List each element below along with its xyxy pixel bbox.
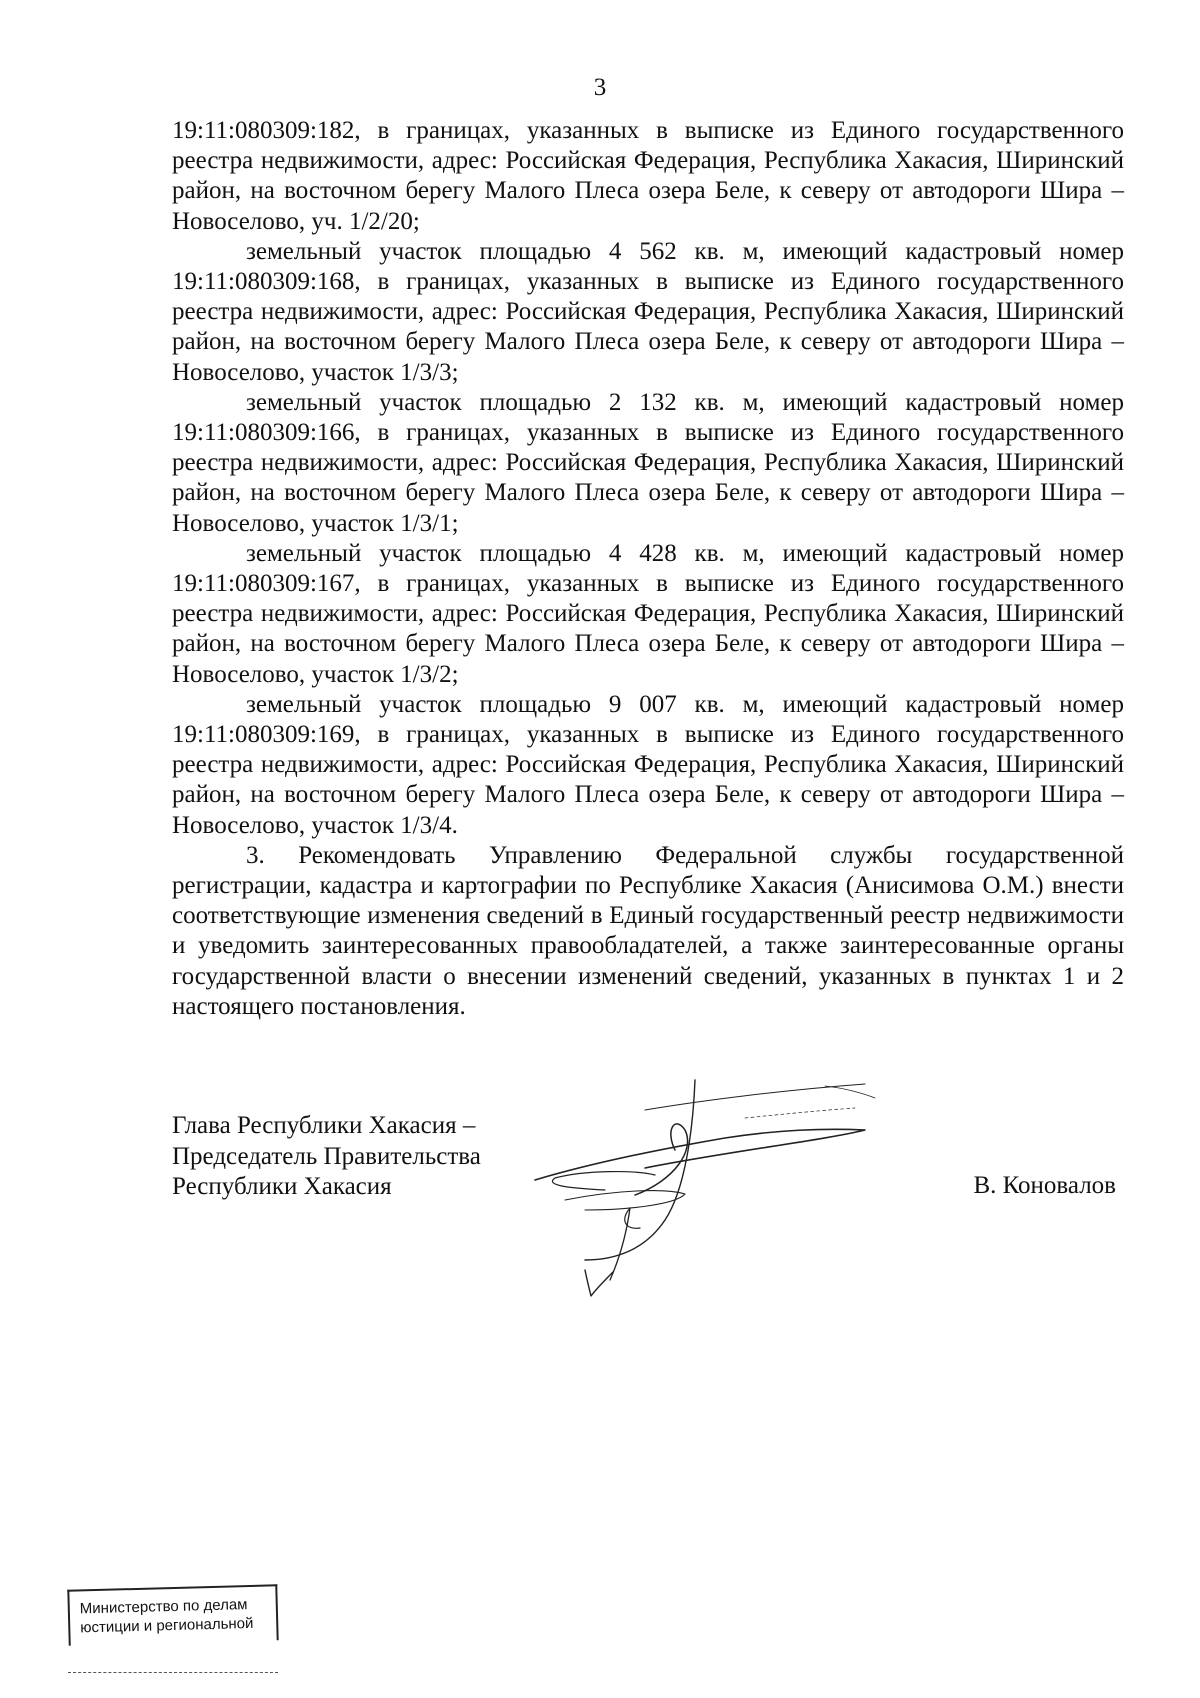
- document-body: [172, 116, 1124, 1022]
- signature-stroke: [645, 1084, 865, 1110]
- signature-stroke: [585, 1080, 695, 1260]
- signature-stroke: [585, 1270, 613, 1296]
- ministry-stamp: [67, 1584, 278, 1645]
- paragraph-land-plot-167: земельный участок площадью 4 428 кв. м, имеющий кадастровый номер 19:11:080309:167, в границах, указанных в выписке из Единого государственного реестра недвижимости, адрес: Российская Федерация, Республика Хакасия, Ширинский район, на восточном берегу Малого Плеса озера Беле, к северу от автодороги Шира – Новоселово, участок 1/3/2;: [172, 539, 1124, 688]
- signature-stroke: [552, 1172, 655, 1190]
- paragraph-land-plot-168: земельный участок площадью 4 562 кв. м, имеющий кадастровый номер 19:11:080309:168, в границах, указанных в выписке из Единого государственного реестра недвижимости, адрес: Российская Федерация, Республика Хакасия, Ширинский район, на восточном берегу Малого Плеса озера Беле, к северу от автодороги Шира – Новоселово, участок 1/3/3;: [172, 237, 1124, 386]
- signatory-title-line: Председатель Правительства: [172, 1142, 481, 1170]
- signatory-title: [172, 1111, 481, 1203]
- signature-stroke: [565, 1191, 685, 1210]
- signatory-title-line: Глава Республики Хакасия –: [172, 1112, 476, 1139]
- signatory-title-line: Республики Хакасия: [172, 1173, 392, 1200]
- signature-stroke: [635, 1124, 688, 1195]
- page-number: 3: [593, 74, 607, 101]
- stamp-line: юстиции и региональной: [80, 1614, 254, 1637]
- paragraph-item-3: 3. Рекомендовать Управлению Федеральной службы государственной регистрации, кадастра и картографии по Республике Хакасия (Анисимова О.М.) внести соответствующие изменения сведений в Единый государственный реестр недвижимости и уведомить заинтересованных правообладателей, а также заинтересованные органы государственной власти о внесении изменений сведений, указанных в пунктах 1 и 2 настоящего постановления.: [172, 841, 1124, 1020]
- signature-stroke: [745, 1108, 855, 1118]
- paragraph-land-plot-169: земельный участок площадью 9 007 кв. м, имеющий кадастровый номер 19:11:080309:169, в границах, указанных в выписке из Единого государственного реестра недвижимости, адрес: Российская Федерация, Республика Хакасия, Ширинский район, на восточном берегу Малого Плеса озера Беле, к северу от автодороги Шира – Новоселово, участок 1/3/4.: [172, 690, 1124, 839]
- signature-stroke: [610, 1208, 630, 1280]
- signer-name: В. Коновалов: [973, 1172, 1116, 1199]
- paragraph-land-plot-166: земельный участок площадью 2 132 кв. м, имеющий кадастровый номер 19:11:080309:166, в границах, указанных в выписке из Единого государственного реестра недвижимости, адрес: Российская Федерация, Республика Хакасия, Ширинский район, на восточном берегу Малого Плеса озера Беле, к северу от автодороги Шира – Новоселово, участок 1/3/1;: [172, 388, 1124, 537]
- paragraph-continuation: 19:11:080309:182, в границах, указанных в выписке из Единого государственного реестра недвижимости, адрес: Российская Федерация, Республика Хакасия, Ширинский район, на восточном берегу Малого Плеса озера Беле, к северу от автодороги Шира – Новоселово, уч. 1/2/20;: [172, 117, 1124, 235]
- stamp-line: Министерство по делам: [79, 1596, 248, 1618]
- stamp-underline: [68, 1672, 278, 1673]
- signature-stroke: [825, 1086, 875, 1098]
- handwritten-signature: [525, 1070, 945, 1300]
